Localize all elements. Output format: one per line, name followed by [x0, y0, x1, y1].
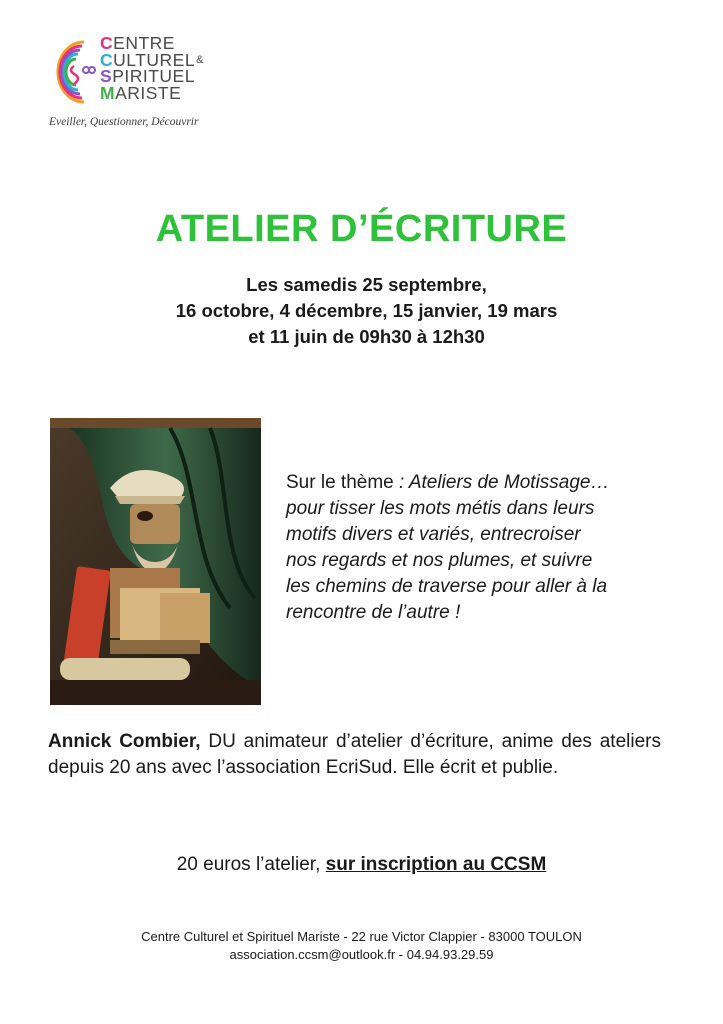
logo-tagline: Eveiller, Questionner, Découvrir — [49, 116, 199, 128]
librarian-painting-image — [50, 418, 261, 705]
logo-wordmark — [100, 35, 204, 101]
page-title: ATELIER D’ÉCRITURE — [155, 208, 568, 250]
theme-line-5: les chemins de traverse pour aller à la — [286, 576, 608, 597]
theme-line-6: rencontre de l’autre ! — [286, 602, 461, 623]
theme-line-2: pour tisser les mots métis dans leurs — [286, 498, 595, 519]
theme-line-3: motifs divers et variés, entrecroiser — [286, 524, 581, 545]
footer-contact — [0, 928, 723, 964]
logo-line-culturel: CULTUREL& — [100, 49, 204, 70]
dates-line-2: 16 octobre, 4 décembre, 15 janvier, 19 mars — [175, 300, 558, 321]
theme-line-1: Sur le thème : Ateliers de Motissage… — [286, 472, 610, 493]
footer-email-phone: association.ccsm@outlook.fr - 04.94.93.29.59 — [229, 947, 494, 962]
price-info — [0, 854, 723, 876]
logo-line-mariste: MARISTE — [100, 82, 182, 103]
dates-line-1: Les samedis 25 septembre, — [246, 274, 487, 295]
logo-ampersand: & — [196, 53, 204, 66]
session-dates — [0, 272, 723, 350]
theme-line-4: nos regards et nos plumes, et suivre — [286, 550, 593, 571]
facilitator-description: DU animateur d’atelier d’écriture, anime des ateliers depuis 20 ans avec l’association EcriSud. Elle écrit et publie. — [48, 731, 661, 778]
ccsm-logo — [44, 32, 224, 132]
ccsm-logo-mark-icon — [44, 32, 100, 112]
footer-address: Centre Culturel et Spirituel Mariste - 22 rue Victor Clappier - 83000 TOULON — [141, 929, 582, 944]
dates-line-3: et 11 juin de 09h30 à 12h30 — [248, 326, 485, 347]
registration-link[interactable]: sur inscription au CCSM — [325, 854, 547, 875]
logo-line-centre: CENTRE — [100, 33, 175, 53]
price-text: 20 euros l’atelier, — [176, 854, 326, 875]
facilitator-bio — [48, 729, 661, 781]
workshop-theme — [286, 470, 706, 626]
logo-line-spirituel: SPIRITUEL — [100, 66, 195, 86]
facilitator-name: Annick Combier, — [48, 731, 201, 752]
